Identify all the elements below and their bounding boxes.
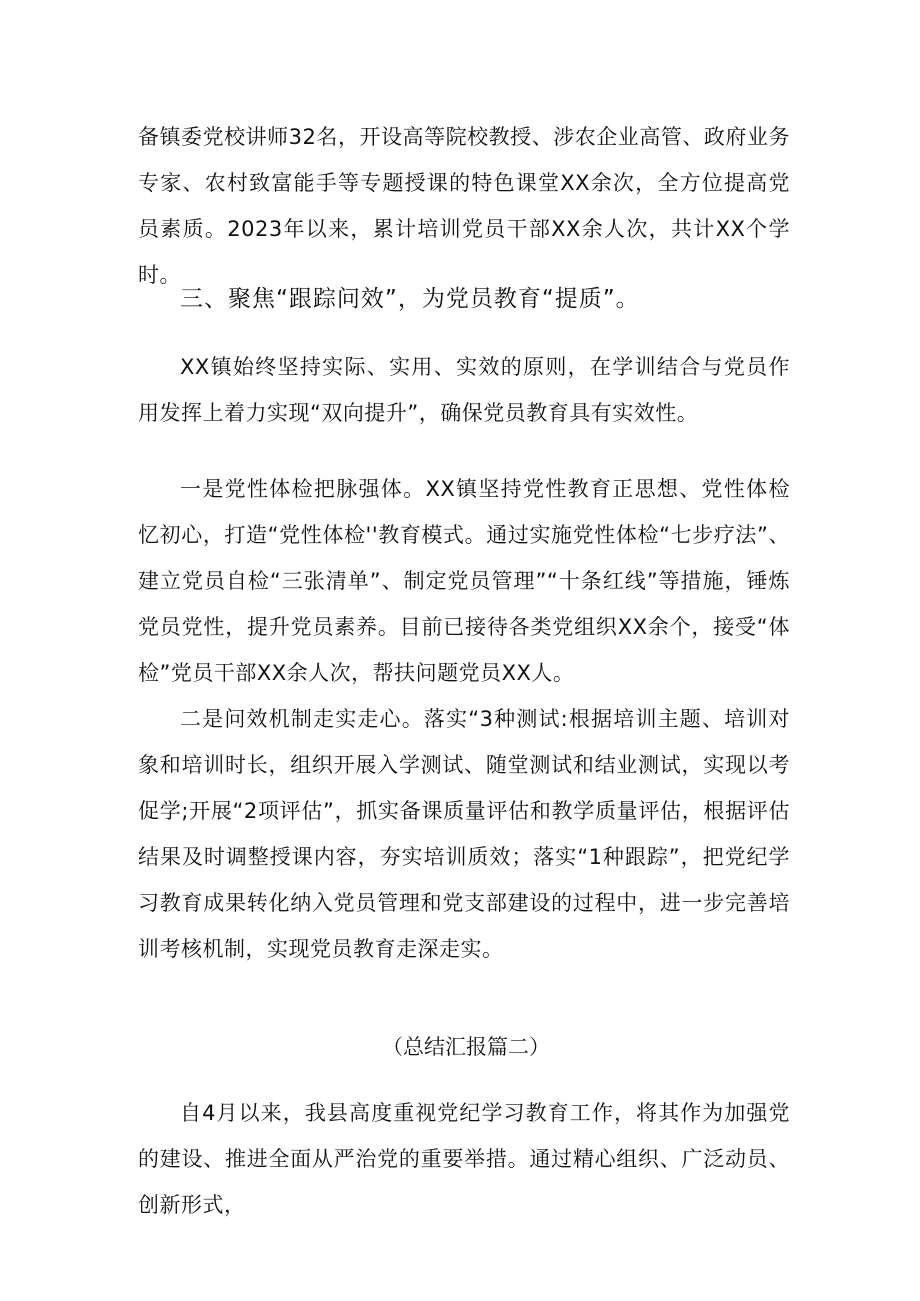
report-subtitle: （总结汇报篇二） (382, 1035, 550, 1059)
paragraph-principle: XX镇始终坚持实际、实用、实效的原则，在学训结合与党员作用发挥上着力实现“双向提升”，确保党员教育具有实效性。 (138, 355, 790, 425)
paragraph-accountability-mechanism: 二是问效机制走实走心。落实“3种测试:根据培训主题、培训对象和培训时长，组织开展入学测试、随堂测试和结业测试，实现以考促学;开展“2项评估”，抓实备课质量评估和教学质量评估，根据评估结果及时调整授课内容，夯实培训质效；落实“1种跟踪”，把党纪学习教育成果转化纳入党员管理和党支部建设的过程中，进一步完善培训考核机制，实现党员教育走深走实。 (138, 707, 790, 961)
paragraph-training-faculty: 备镇委党校讲师32名，开设高等院校教授、涉农企业高管、政府业务专家、农村致富能手等专题授课的特色课堂XX余次，全方位提高党员素质。2023年以来，累计培训党员干部XX余人次，共计XX个学时。 (138, 125, 790, 287)
paragraph-party-checkup: 一是党性体检把脉强体。XX镇坚持党性教育正思想、党性体检忆初心，打造“党性体检''教育模式。通过实施党性体检“七步疗法”、建立党员自检“三张清单”、制定党员管理”“十条红线”等措施，锤炼党员党性，提升党员素养。目前已接待各类党组织XX余个，接受“体检”党员干部XX余人次，帮扶问题党员XX人。 (138, 477, 790, 685)
paragraph-report-intro: 自4月以来，我县高度重视党纪学习教育工作，将其作为加强党的建设、推进全面从严治党的重要举措。通过精心组织、广泛动员、创新形式， (138, 1101, 790, 1217)
section-heading-3: 三、聚焦“跟踪问效”，为党员教育“提质”。 (180, 286, 640, 312)
